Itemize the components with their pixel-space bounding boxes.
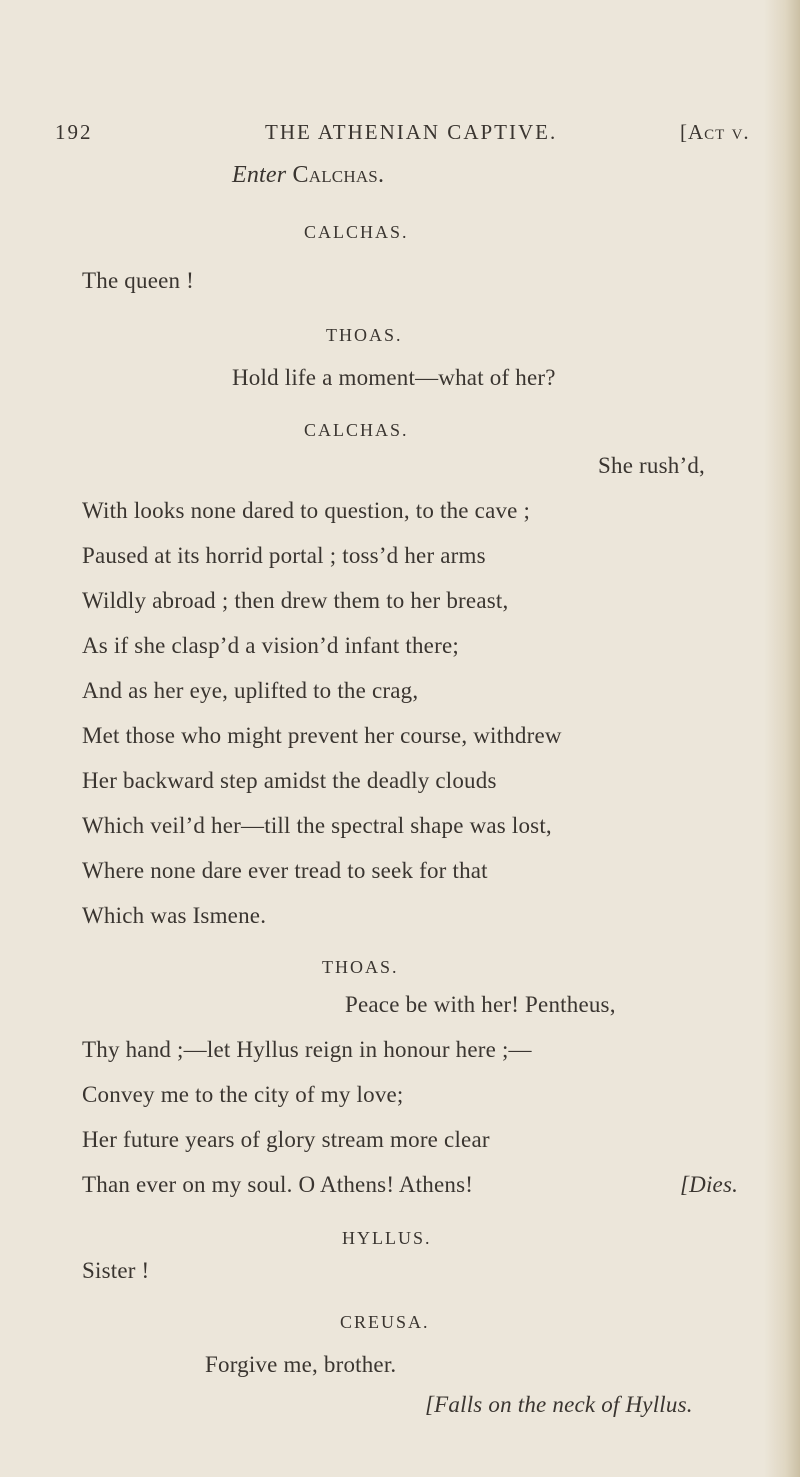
verse-line: Peace be with her! Pentheus,: [345, 992, 616, 1017]
verse-line: Which veil’d her—till the spectral shape was lost,: [82, 813, 552, 838]
verse-line: Wildly abroad ; then drew them to her breast,: [82, 588, 509, 613]
verse-line: And as her eye, uplifted to the crag,: [82, 678, 419, 703]
verse-line: Thy hand ;—let Hyllus reign in honour here ;—: [82, 1037, 532, 1062]
act-label: [Act v.: [680, 120, 750, 144]
verse-line: Met those who might prevent her course, withdrew: [82, 723, 562, 748]
speaker-thoas: THOAS.: [326, 325, 403, 345]
stage-direction-enter: [232, 162, 384, 189]
speaker-calchas: CALCHAS.: [304, 420, 409, 440]
verse-line: Sister !: [82, 1258, 150, 1283]
running-title: THE ATHENIAN CAPTIVE.: [265, 120, 558, 144]
speaker-calchas: CALCHAS.: [304, 222, 409, 242]
stage-direction-falls: [Falls on the neck of Hyllus.: [425, 1392, 693, 1417]
verse-line: Convey me to the city of my love;: [82, 1082, 404, 1107]
enter-name: Calchas.: [292, 162, 385, 188]
verse-line: Paused at its horrid portal ; toss’d her arms: [82, 543, 486, 568]
page-edge-shading: [764, 0, 800, 1477]
verse-line: Than ever on my soul. O Athens! Athens!: [82, 1172, 474, 1197]
verse-line: Where none dare ever tread to seek for that: [82, 858, 488, 883]
enter-word: Enter: [232, 162, 287, 188]
speaker-hyllus: HYLLUS.: [342, 1228, 432, 1248]
verse-line: Her future years of glory stream more clear: [82, 1127, 490, 1152]
verse-line: She rush’d,: [598, 453, 705, 478]
verse-line: Her backward step amidst the deadly clouds: [82, 768, 497, 793]
verse-line: With looks none dared to question, to the cave ;: [82, 498, 531, 523]
verse-line: Forgive me, brother.: [205, 1352, 397, 1377]
speaker-thoas: THOAS.: [322, 957, 399, 977]
page-number: 192: [55, 120, 93, 144]
verse-line: The queen !: [82, 268, 195, 293]
stage-direction-dies: [Dies.: [680, 1172, 739, 1197]
verse-line: As if she clasp’d a vision’d infant there;: [82, 633, 459, 658]
verse-line: Hold life a moment—what of her?: [232, 365, 556, 390]
speaker-creusa: CREUSA.: [340, 1312, 430, 1332]
verse-line: Which was Ismene.: [82, 903, 267, 928]
